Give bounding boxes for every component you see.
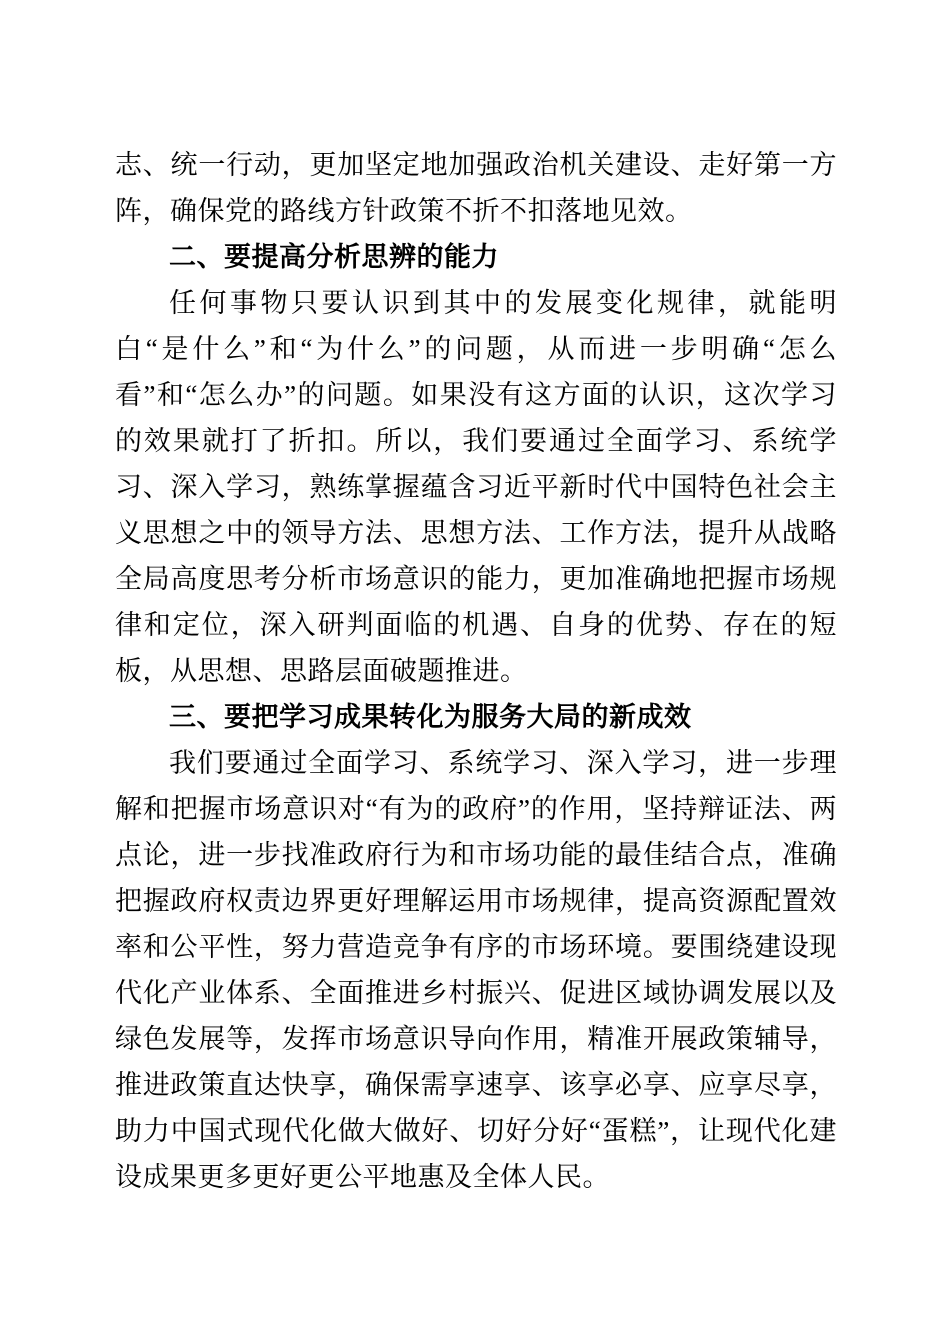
paragraph-continuation: 志、统一行动，更加坚定地加强政治机关建设、走好第一方阵，确保党的路线方针政策不折不扣落地见效。	[115, 150, 837, 226]
paragraph: 任何事物只要认识到其中的发展变化规律，就能明白“是什么”和“为什么”的问题，从而进一步明确“怎么看”和“怎么办”的问题。如果没有这方面的认识，这次学习的效果就打了折扣。所以，我们要通过全面学习、系统学习、深入学习，熟练掌握蕴含习近平新时代中国特色社会主义思想之中的领导方法、思想方法、工作方法，提升从战略全局高度思考分析市场意识的能力，更加准确地把握市场规律和定位，深入研判面临的机遇、自身的优势、存在的短板，从思想、思路层面破题推进。	[115, 288, 837, 686]
paragraph: 我们要通过全面学习、系统学习、深入学习，进一步理解和把握市场意识对“有为的政府”的作用，坚持辩证法、两点论，进一步找准政府行为和市场功能的最佳结合点，准确把握政府权责边界更好理解运用市场规律，提高资源配置效率和公平性，努力营造竞争有序的市场环境。要围绕建设现代化产业体系、全面推进乡村振兴、促进区域协调发展以及绿色发展等，发挥市场意识导向作用，精准开展政策辅导，推进政策直达快享，确保需享速享、该享必享、应享尽享，助力中国式现代化做大做好、切好分好“蛋糕”，让现代化建设成果更多更好更公平地惠及全体人民。	[115, 748, 837, 1192]
section-heading-3: 三、要把学习成果转化为服务大局的新成效	[169, 702, 692, 732]
section-heading-2: 二、要提高分析思辨的能力	[169, 242, 499, 272]
